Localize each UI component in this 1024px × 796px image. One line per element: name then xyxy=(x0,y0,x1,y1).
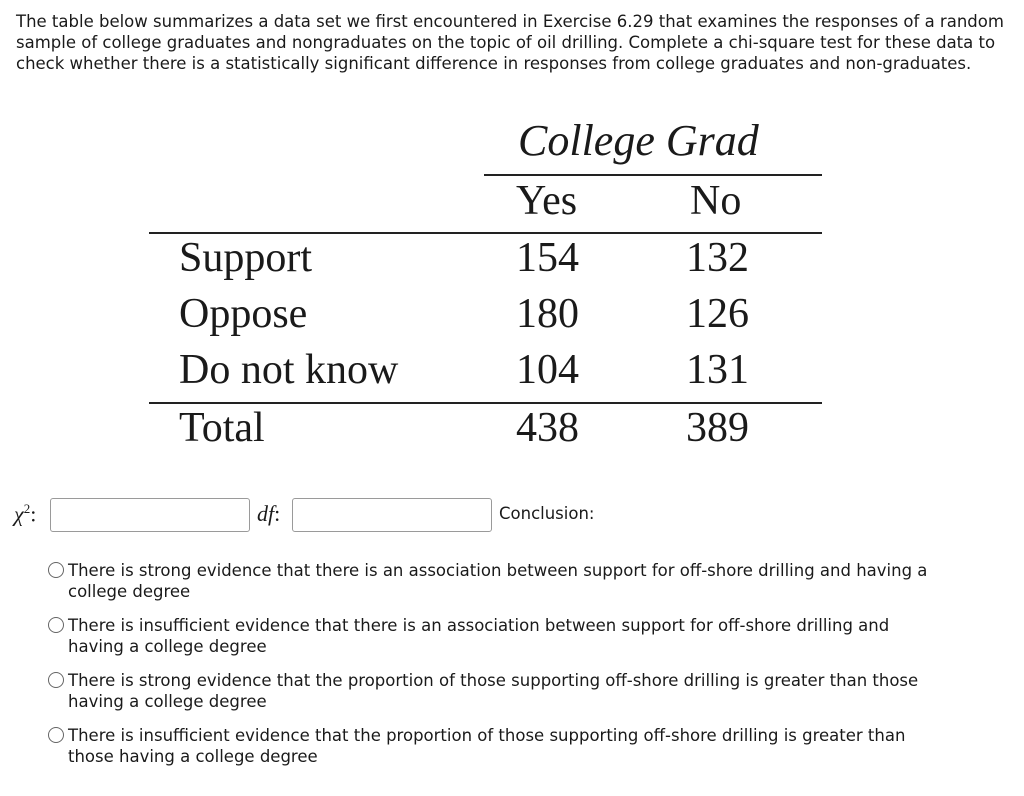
radio-button[interactable] xyxy=(48,727,64,743)
cell-total-yes: 438 xyxy=(516,405,579,451)
row-label-oppose: Oppose xyxy=(179,291,308,337)
question-prompt: The table below summarizes a data set we first encountered in Exercise 6.29 that examines the responses of a random sample of college graduates and nongraduates on the topic of oil drilling. Complete a chi-square test for these data to check whether there is a statistically significant difference in responses from college graduates and non-graduates. xyxy=(16,12,1004,73)
cell-support-no: 132 xyxy=(686,235,749,281)
row-label-total: Total xyxy=(179,405,265,451)
caption-rule xyxy=(484,174,822,176)
cell-do-not-know-yes: 104 xyxy=(516,347,579,393)
cell-oppose-no: 126 xyxy=(686,291,749,337)
col-header-no: No xyxy=(690,178,742,224)
radio-button[interactable] xyxy=(48,617,64,633)
option-label: There is insufficient evidence that the proportion of those supporting off-shore drilling is greater than those having a college degree xyxy=(68,726,906,766)
radio-button[interactable] xyxy=(48,562,64,578)
option-label: There is insufficient evidence that there is an association between support for off-shore drilling and having a college degree xyxy=(68,616,890,656)
table-caption: College Grad xyxy=(518,116,759,165)
df-label xyxy=(257,501,280,527)
row-label-do-not-know: Do not know xyxy=(179,347,399,393)
df-input[interactable] xyxy=(292,498,492,532)
conclusion-label: Conclusion: xyxy=(499,504,595,523)
row-label-support: Support xyxy=(179,235,313,281)
chi-colon: : xyxy=(30,501,37,527)
col-header-yes: Yes xyxy=(516,178,578,224)
cell-total-no: 389 xyxy=(686,405,749,451)
option-label: There is strong evidence that the proportion of those supporting off-shore drilling is greater than those having a college degree xyxy=(68,671,919,711)
chi-superscript: 2 xyxy=(23,501,31,516)
df-text: df xyxy=(257,501,275,526)
cell-support-yes: 154 xyxy=(516,235,579,281)
chi-square-input[interactable] xyxy=(50,498,250,532)
cell-oppose-yes: 180 xyxy=(516,291,579,337)
chi-symbol: χ xyxy=(14,501,24,527)
chi-square-label xyxy=(14,501,36,527)
df-colon: : xyxy=(274,501,281,526)
option-label: There is strong evidence that there is an association between support for off-shore drilling and having a college degree xyxy=(68,561,928,601)
radio-button[interactable] xyxy=(48,672,64,688)
cell-do-not-know-no: 131 xyxy=(686,347,749,393)
